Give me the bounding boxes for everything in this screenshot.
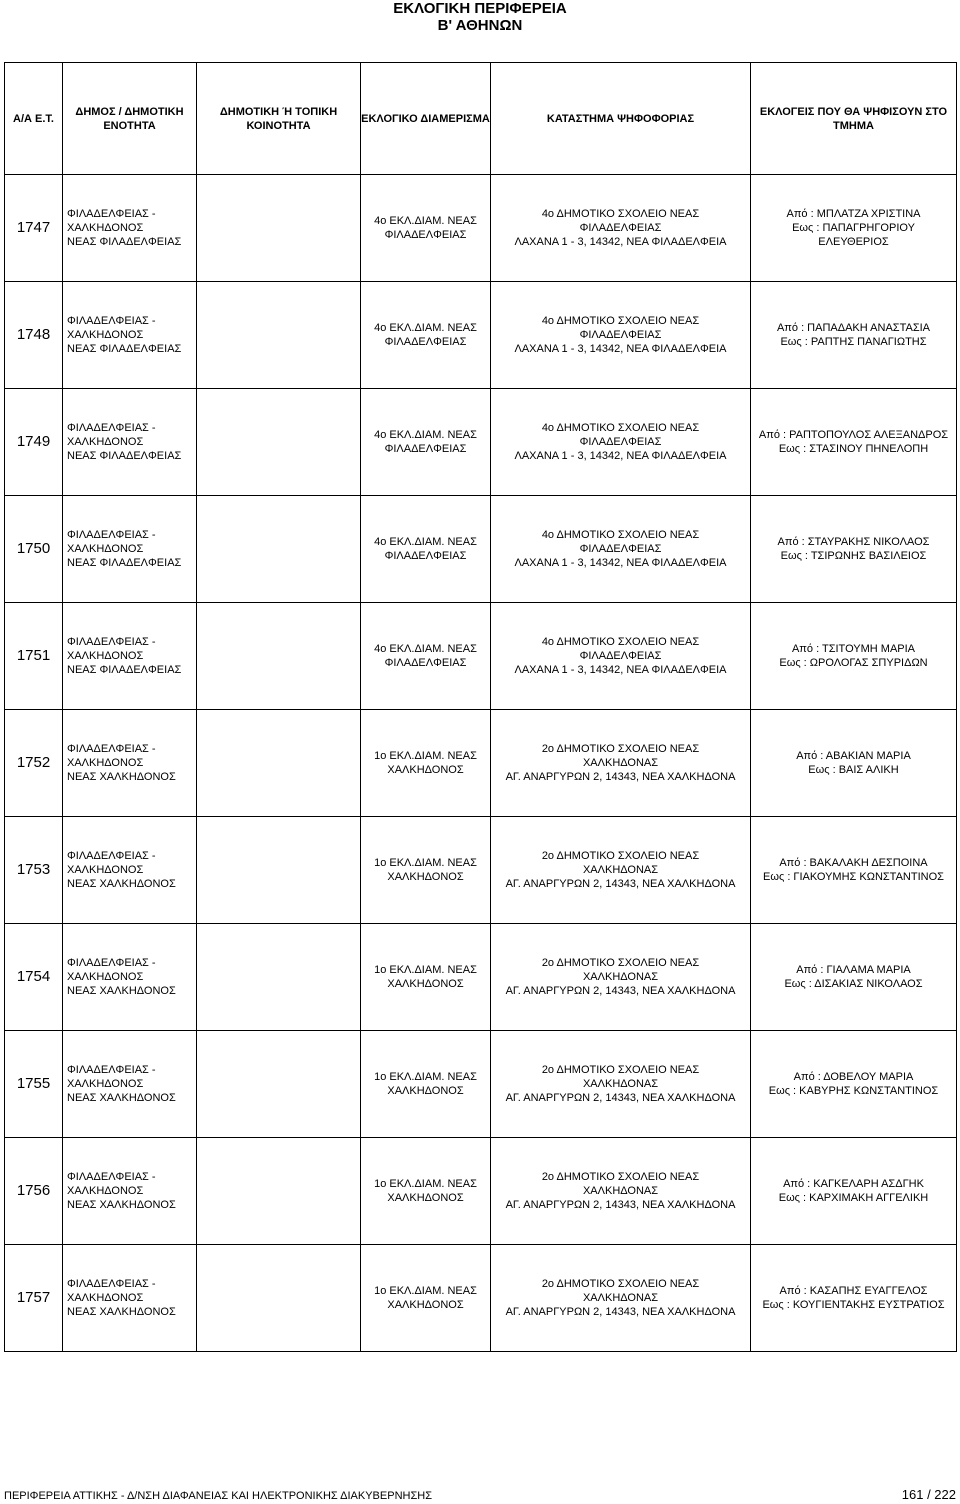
column-header-station: ΚΑΤΑΣΤΗΜΑ ΨΗΦΟΦΟΡΙΑΣ bbox=[491, 63, 751, 175]
district-cell-line: 4ο ΕΚΛ.ΔΙΑΜ. ΝΕΑΣ bbox=[374, 536, 477, 548]
station-cell-line: 4ο ΔΗΜΟΤΙΚΟ ΣΧΟΛΕΙΟ ΝΕΑΣ bbox=[541, 422, 700, 434]
municipality-cell-line: ΝΕΑΣ ΦΙΛΑΔΕΛΦΕΙΑΣ bbox=[67, 450, 182, 462]
municipality-cell-line: ΦΙΛΑΔΕΛΦΕΙΑΣ - bbox=[67, 315, 156, 327]
station-cell bbox=[491, 924, 751, 1031]
community-cell bbox=[197, 1245, 361, 1352]
community-cell bbox=[197, 924, 361, 1031]
station-cell-line: ΑΓ. ΑΝΑΡΓΥΡΩΝ 2, 14343, ΝΕΑ ΧΑΛΚΗΔΟΝΑ bbox=[505, 771, 736, 783]
station-cell-line: ΧΑΛΚΗΔΟΝΑΣ bbox=[582, 757, 659, 769]
voters-cell bbox=[751, 1031, 957, 1138]
municipality-cell-line: ΧΑΛΚΗΔΟΝΟΣ bbox=[67, 436, 144, 448]
municipality-cell-line: ΦΙΛΑΔΕΛΦΕΙΑΣ - bbox=[67, 957, 156, 969]
municipality-cell bbox=[63, 603, 197, 710]
voters-cell-line: Από : ΔΟΒΕΛΟΥ ΜΑΡΙΑ bbox=[793, 1071, 914, 1083]
community-cell bbox=[197, 282, 361, 389]
community-cell bbox=[197, 1031, 361, 1138]
district-cell-line: 4ο ΕΚΛ.ΔΙΑΜ. ΝΕΑΣ bbox=[374, 643, 477, 655]
district-cell-line: 1ο ΕΚΛ.ΔΙΑΜ. ΝΕΑΣ bbox=[374, 857, 477, 869]
station-id: 1748 bbox=[5, 282, 63, 389]
station-cell-line: 4ο ΔΗΜΟΤΙΚΟ ΣΧΟΛΕΙΟ ΝΕΑΣ bbox=[541, 636, 700, 648]
voters-cell-line: Εως : ΒΑΙΣ ΑΛΙΚΗ bbox=[808, 764, 899, 776]
station-cell bbox=[491, 817, 751, 924]
voters-cell-line: Από : ΡΑΠΤΟΠΟΥΛΟΣ ΑΛΕΞΑΝΔΡΟΣ bbox=[758, 429, 949, 441]
municipality-cell-line: ΝΕΑΣ ΧΑΛΚΗΔΟΝΟΣ bbox=[67, 1306, 176, 1318]
station-cell bbox=[491, 496, 751, 603]
station-cell bbox=[491, 710, 751, 817]
district-cell-line: ΧΑΛΚΗΔΟΝΟΣ bbox=[387, 764, 464, 776]
municipality-cell-line: ΧΑΛΚΗΔΟΝΟΣ bbox=[67, 1185, 144, 1197]
voters-cell-line: Από : ΣΤΑΥΡΑΚΗΣ ΝΙΚΟΛΑΟΣ bbox=[777, 536, 930, 548]
voters-cell-line: Εως : ΓΙΑΚΟΥΜΗΣ ΚΩΝΣΤΑΝΤΙΝΟΣ bbox=[763, 871, 944, 883]
station-cell-line: 4ο ΔΗΜΟΤΙΚΟ ΣΧΟΛΕΙΟ ΝΕΑΣ bbox=[541, 315, 700, 327]
municipality-cell-line: ΦΙΛΑΔΕΛΦΕΙΑΣ - bbox=[67, 208, 156, 220]
voters-cell-line: Εως : ΡΑΠΤΗΣ ΠΑΝΑΓΙΩΤΗΣ bbox=[780, 336, 927, 348]
district-cell-line: 1ο ΕΚΛ.ΔΙΑΜ. ΝΕΑΣ bbox=[374, 1178, 477, 1190]
municipality-cell-line: ΝΕΑΣ ΧΑΛΚΗΔΟΝΟΣ bbox=[67, 878, 176, 890]
station-cell-line: ΛΑΧΑΝΑ 1 - 3, 14342, ΝΕΑ ΦΙΛΑΔΕΛΦΕΙΑ bbox=[514, 450, 727, 462]
station-cell-line: ΑΓ. ΑΝΑΡΓΥΡΩΝ 2, 14343, ΝΕΑ ΧΑΛΚΗΔΟΝΑ bbox=[505, 985, 736, 997]
municipality-cell bbox=[63, 1245, 197, 1352]
community-cell bbox=[197, 1138, 361, 1245]
table-row bbox=[5, 389, 957, 496]
station-cell-line: ΦΙΛΑΔΕΛΦΕΙΑΣ bbox=[579, 222, 662, 234]
station-id: 1750 bbox=[5, 496, 63, 603]
district-cell-line: ΧΑΛΚΗΔΟΝΟΣ bbox=[387, 1299, 464, 1311]
voters-cell-line: Εως : ΚΑΡΧΙΜΑΚΗ ΑΓΓΕΛΙΚΗ bbox=[778, 1192, 929, 1204]
station-id: 1756 bbox=[5, 1138, 63, 1245]
table-row bbox=[5, 1031, 957, 1138]
station-cell bbox=[491, 1245, 751, 1352]
station-cell-line: 2ο ΔΗΜΟΤΙΚΟ ΣΧΟΛΕΙΟ ΝΕΑΣ bbox=[541, 743, 700, 755]
station-cell-line: ΧΑΛΚΗΔΟΝΑΣ bbox=[582, 864, 659, 876]
table-row bbox=[5, 496, 957, 603]
voters-cell bbox=[751, 924, 957, 1031]
station-cell-line: ΦΙΛΑΔΕΛΦΕΙΑΣ bbox=[579, 436, 662, 448]
municipality-cell bbox=[63, 175, 197, 282]
voters-cell-line: Εως : ΔΙΣΑΚΙΑΣ ΝΙΚΟΛΑΟΣ bbox=[784, 978, 923, 990]
municipality-cell-line: ΦΙΛΑΔΕΛΦΕΙΑΣ - bbox=[67, 422, 156, 434]
voters-cell-line: Εως : ΚΟΥΓΙΕΝΤΑΚΗΣ ΕΥΣΤΡΑΤΙΟΣ bbox=[762, 1299, 945, 1311]
voters-cell-line: Από : ΚΑΓΚΕΛΑΡΗ ΑΣΔΓΗΚ bbox=[783, 1178, 924, 1190]
community-cell bbox=[197, 710, 361, 817]
district-cell bbox=[361, 282, 491, 389]
municipality-cell-line: ΝΕΑΣ ΧΑΛΚΗΔΟΝΟΣ bbox=[67, 771, 176, 783]
column-header-district: ΕΚΛΟΓΙΚΟ ΔΙΑΜΕΡΙΣΜΑ bbox=[361, 63, 491, 175]
district-cell-line: 4ο ΕΚΛ.ΔΙΑΜ. ΝΕΑΣ bbox=[374, 429, 477, 441]
district-cell-line: 4ο ΕΚΛ.ΔΙΑΜ. ΝΕΑΣ bbox=[374, 322, 477, 334]
station-cell-line: 2ο ΔΗΜΟΤΙΚΟ ΣΧΟΛΕΙΟ ΝΕΑΣ bbox=[541, 1064, 700, 1076]
district-cell-line: ΦΙΛΑΔΕΛΦΕΙΑΣ bbox=[384, 657, 467, 669]
district-cell bbox=[361, 817, 491, 924]
station-cell-line: 2ο ΔΗΜΟΤΙΚΟ ΣΧΟΛΕΙΟ ΝΕΑΣ bbox=[541, 1171, 700, 1183]
municipality-cell-line: ΦΙΛΑΔΕΛΦΕΙΑΣ - bbox=[67, 1171, 156, 1183]
table-row bbox=[5, 1245, 957, 1352]
station-cell-line: 4ο ΔΗΜΟΤΙΚΟ ΣΧΟΛΕΙΟ ΝΕΑΣ bbox=[541, 529, 700, 541]
voters-cell bbox=[751, 389, 957, 496]
column-header-municipality: ΔΗΜΟΣ / ΔΗΜΟΤΙΚΗ ΕΝΟΤΗΤΑ bbox=[63, 63, 197, 175]
voters-cell-line: Από : ΒΑΚΑΛΑΚΗ ΔΕΣΠΟΙΝΑ bbox=[779, 857, 928, 869]
district-cell-line: 1ο ΕΚΛ.ΔΙΑΜ. ΝΕΑΣ bbox=[374, 1071, 477, 1083]
table-row bbox=[5, 817, 957, 924]
station-cell-line: ΦΙΛΑΔΕΛΦΕΙΑΣ bbox=[579, 329, 662, 341]
station-id: 1747 bbox=[5, 175, 63, 282]
community-cell bbox=[197, 496, 361, 603]
municipality-cell-line: ΝΕΑΣ ΧΑΛΚΗΔΟΝΟΣ bbox=[67, 1092, 176, 1104]
municipality-cell-line: ΧΑΛΚΗΔΟΝΟΣ bbox=[67, 971, 144, 983]
district-cell bbox=[361, 389, 491, 496]
page-title: ΕΚΛΟΓΙΚΗ ΠΕΡΙΦΕΡΕΙΑ bbox=[393, 0, 567, 17]
district-cell-line: ΦΙΛΑΔΕΛΦΕΙΑΣ bbox=[384, 443, 467, 455]
voters-cell-line: Από : ΑΒΑΚΙΑΝ ΜΑΡΙΑ bbox=[796, 750, 911, 762]
station-id: 1752 bbox=[5, 710, 63, 817]
municipality-cell-line: ΦΙΛΑΔΕΛΦΕΙΑΣ - bbox=[67, 743, 156, 755]
municipality-cell bbox=[63, 1138, 197, 1245]
municipality-cell-line: ΧΑΛΚΗΔΟΝΟΣ bbox=[67, 1078, 144, 1090]
municipality-cell-line: ΧΑΛΚΗΔΟΝΟΣ bbox=[67, 650, 144, 662]
municipality-cell bbox=[63, 1031, 197, 1138]
page-subtitle: Β' ΑΘΗΝΩΝ bbox=[437, 17, 523, 34]
district-cell bbox=[361, 710, 491, 817]
voters-cell bbox=[751, 603, 957, 710]
municipality-cell-line: ΦΙΛΑΔΕΛΦΕΙΑΣ - bbox=[67, 850, 156, 862]
municipality-cell-line: ΧΑΛΚΗΔΟΝΟΣ bbox=[67, 222, 144, 234]
station-id: 1751 bbox=[5, 603, 63, 710]
district-cell-line: ΦΙΛΑΔΕΛΦΕΙΑΣ bbox=[384, 229, 467, 241]
municipality-cell-line: ΦΙΛΑΔΕΛΦΕΙΑΣ - bbox=[67, 1278, 156, 1290]
municipality-cell-line: ΝΕΑΣ ΦΙΛΑΔΕΛΦΕΙΑΣ bbox=[67, 343, 182, 355]
district-cell bbox=[361, 1138, 491, 1245]
municipality-cell-line: ΝΕΑΣ ΧΑΛΚΗΔΟΝΟΣ bbox=[67, 1199, 176, 1211]
station-cell-line: ΧΑΛΚΗΔΟΝΑΣ bbox=[582, 1078, 659, 1090]
voters-cell-line: Από : ΚΑΣΑΠΗΣ ΕΥΑΓΓΕΛΟΣ bbox=[779, 1285, 928, 1297]
municipality-cell bbox=[63, 496, 197, 603]
station-cell bbox=[491, 603, 751, 710]
district-cell bbox=[361, 1031, 491, 1138]
station-cell-line: 2ο ΔΗΜΟΤΙΚΟ ΣΧΟΛΕΙΟ ΝΕΑΣ bbox=[541, 850, 700, 862]
district-cell-line: ΦΙΛΑΔΕΛΦΕΙΑΣ bbox=[384, 336, 467, 348]
station-id: 1755 bbox=[5, 1031, 63, 1138]
district-cell-line: ΧΑΛΚΗΔΟΝΟΣ bbox=[387, 1085, 464, 1097]
municipality-cell bbox=[63, 282, 197, 389]
municipality-cell-line: ΧΑΛΚΗΔΟΝΟΣ bbox=[67, 1292, 144, 1304]
station-cell-line: ΦΙΛΑΔΕΛΦΕΙΑΣ bbox=[579, 650, 662, 662]
station-cell-line: ΑΓ. ΑΝΑΡΓΥΡΩΝ 2, 14343, ΝΕΑ ΧΑΛΚΗΔΟΝΑ bbox=[505, 1306, 736, 1318]
community-cell bbox=[197, 175, 361, 282]
municipality-cell-line: ΧΑΛΚΗΔΟΝΟΣ bbox=[67, 757, 144, 769]
municipality-cell-line: ΦΙΛΑΔΕΛΦΕΙΑΣ - bbox=[67, 1064, 156, 1076]
district-cell-line: ΧΑΛΚΗΔΟΝΟΣ bbox=[387, 871, 464, 883]
district-cell-line: 1ο ΕΚΛ.ΔΙΑΜ. ΝΕΑΣ bbox=[374, 964, 477, 976]
table-header-row bbox=[5, 63, 957, 175]
municipality-cell-line: ΧΑΛΚΗΔΟΝΟΣ bbox=[67, 543, 144, 555]
voters-cell-line: Από : ΠΑΠΑΔΑΚΗ ΑΝΑΣΤΑΣΙΑ bbox=[776, 322, 931, 334]
station-cell-line: ΑΓ. ΑΝΑΡΓΥΡΩΝ 2, 14343, ΝΕΑ ΧΑΛΚΗΔΟΝΑ bbox=[505, 1199, 736, 1211]
station-id: 1753 bbox=[5, 817, 63, 924]
municipality-cell-line: ΝΕΑΣ ΦΙΛΑΔΕΛΦΕΙΑΣ bbox=[67, 664, 182, 676]
station-cell bbox=[491, 175, 751, 282]
community-cell bbox=[197, 389, 361, 496]
voters-cell-line: Εως : ΠΑΠΑΓΡΗΓΟΡΙΟΥ bbox=[792, 222, 915, 234]
table-row bbox=[5, 603, 957, 710]
voters-cell bbox=[751, 1138, 957, 1245]
community-cell bbox=[197, 817, 361, 924]
table-row bbox=[5, 282, 957, 389]
municipality-cell bbox=[63, 924, 197, 1031]
station-cell-line: ΛΑΧΑΝΑ 1 - 3, 14342, ΝΕΑ ΦΙΛΑΔΕΛΦΕΙΑ bbox=[514, 664, 727, 676]
station-cell-line: 2ο ΔΗΜΟΤΙΚΟ ΣΧΟΛΕΙΟ ΝΕΑΣ bbox=[541, 957, 700, 969]
community-cell bbox=[197, 603, 361, 710]
station-cell-line: 4ο ΔΗΜΟΤΙΚΟ ΣΧΟΛΕΙΟ ΝΕΑΣ bbox=[541, 208, 700, 220]
polling-stations-table bbox=[4, 62, 957, 1352]
station-cell bbox=[491, 282, 751, 389]
station-cell-line: ΛΑΧΑΝΑ 1 - 3, 14342, ΝΕΑ ΦΙΛΑΔΕΛΦΕΙΑ bbox=[514, 343, 727, 355]
municipality-cell-line: ΧΑΛΚΗΔΟΝΟΣ bbox=[67, 864, 144, 876]
table-row bbox=[5, 710, 957, 817]
page-number: 161 / 222 bbox=[901, 1487, 956, 1502]
column-header-id: Α/Α Ε.Τ. bbox=[5, 63, 63, 175]
station-cell-line: ΦΙΛΑΔΕΛΦΕΙΑΣ bbox=[579, 543, 662, 555]
municipality-cell-line: ΦΙΛΑΔΕΛΦΕΙΑΣ - bbox=[67, 636, 156, 648]
voters-cell-line: Εως : ΤΣΙΡΩΝΗΣ ΒΑΣΙΛΕΙΟΣ bbox=[780, 550, 927, 562]
municipality-cell-line: ΦΙΛΑΔΕΛΦΕΙΑΣ - bbox=[67, 529, 156, 541]
municipality-cell bbox=[63, 389, 197, 496]
municipality-cell-line: ΝΕΑΣ ΦΙΛΑΔΕΛΦΕΙΑΣ bbox=[67, 557, 182, 569]
table-row bbox=[5, 175, 957, 282]
district-cell bbox=[361, 603, 491, 710]
district-cell bbox=[361, 1245, 491, 1352]
station-cell-line: ΧΑΛΚΗΔΟΝΑΣ bbox=[582, 1185, 659, 1197]
station-cell-line: 2ο ΔΗΜΟΤΙΚΟ ΣΧΟΛΕΙΟ ΝΕΑΣ bbox=[541, 1278, 700, 1290]
voters-cell-line: Από : ΜΠΛΑΤΖΑ ΧΡΙΣΤΙΝΑ bbox=[786, 208, 921, 220]
municipality-cell-line: ΝΕΑΣ ΦΙΛΑΔΕΛΦΕΙΑΣ bbox=[67, 236, 182, 248]
voters-cell bbox=[751, 1245, 957, 1352]
voters-cell-line: Εως : ΩΡΟΛΟΓΑΣ ΣΠΥΡΙΔΩΝ bbox=[779, 657, 928, 669]
district-cell-line: ΦΙΛΑΔΕΛΦΕΙΑΣ bbox=[384, 550, 467, 562]
table-row bbox=[5, 1138, 957, 1245]
station-cell bbox=[491, 389, 751, 496]
station-id: 1754 bbox=[5, 924, 63, 1031]
station-cell-line: ΧΑΛΚΗΔΟΝΑΣ bbox=[582, 1292, 659, 1304]
voters-cell-line: Από : ΤΣΙΤΟΥΜΗ ΜΑΡΙΑ bbox=[791, 643, 916, 655]
station-cell bbox=[491, 1138, 751, 1245]
district-cell bbox=[361, 924, 491, 1031]
municipality-cell bbox=[63, 817, 197, 924]
station-cell-line: ΛΑΧΑΝΑ 1 - 3, 14342, ΝΕΑ ΦΙΛΑΔΕΛΦΕΙΑ bbox=[514, 557, 727, 569]
voters-cell bbox=[751, 817, 957, 924]
district-cell-line: ΧΑΛΚΗΔΟΝΟΣ bbox=[387, 978, 464, 990]
voters-cell-line: Από : ΓΙΑΛΑΜΑ ΜΑΡΙΑ bbox=[796, 964, 911, 976]
station-id: 1749 bbox=[5, 389, 63, 496]
footer-organization: ΠΕΡΙΦΕΡΕΙΑ ΑΤΤΙΚΗΣ - Δ/ΝΣΗ ΔΙΑΦΑΝΕΙΑΣ ΚΑΙ ΗΛΕΚΤΡΟΝΙΚΗΣ ΔΙΑΚΥΒΕΡΝΗΣΗΣ bbox=[4, 1490, 433, 1502]
municipality-cell-line: ΝΕΑΣ ΧΑΛΚΗΔΟΝΟΣ bbox=[67, 985, 176, 997]
voters-cell bbox=[751, 496, 957, 603]
district-cell bbox=[361, 175, 491, 282]
district-cell-line: 1ο ΕΚΛ.ΔΙΑΜ. ΝΕΑΣ bbox=[374, 1285, 477, 1297]
district-cell-line: 1ο ΕΚΛ.ΔΙΑΜ. ΝΕΑΣ bbox=[374, 750, 477, 762]
column-header-voters: ΕΚΛΟΓΕΙΣ ΠΟΥ ΘΑ ΨΗΦΙΣΟΥΝ ΣΤΟ ΤΜΗΜΑ bbox=[751, 63, 957, 175]
district-cell bbox=[361, 496, 491, 603]
station-cell-line: ΑΓ. ΑΝΑΡΓΥΡΩΝ 2, 14343, ΝΕΑ ΧΑΛΚΗΔΟΝΑ bbox=[505, 878, 736, 890]
voters-cell-line: ΕΛΕΥΘΕΡΙΟΣ bbox=[818, 236, 889, 248]
column-header-community: ΔΗΜΟΤΙΚΗ Ή ΤΟΠΙΚΗ ΚΟΙΝΟΤΗΤΑ bbox=[197, 63, 361, 175]
municipality-cell bbox=[63, 710, 197, 817]
voters-cell-line: Εως : ΚΑΒΥΡΗΣ ΚΩΝΣΤΑΝΤΙΝΟΣ bbox=[768, 1085, 939, 1097]
station-id: 1757 bbox=[5, 1245, 63, 1352]
district-cell-line: 4ο ΕΚΛ.ΔΙΑΜ. ΝΕΑΣ bbox=[374, 215, 477, 227]
table-row bbox=[5, 924, 957, 1031]
station-cell-line: ΑΓ. ΑΝΑΡΓΥΡΩΝ 2, 14343, ΝΕΑ ΧΑΛΚΗΔΟΝΑ bbox=[505, 1092, 736, 1104]
municipality-cell-line: ΧΑΛΚΗΔΟΝΟΣ bbox=[67, 329, 144, 341]
voters-cell bbox=[751, 175, 957, 282]
voters-cell-line: Εως : ΣΤΑΣΙΝΟΥ ΠΗΝΕΛΟΠΗ bbox=[778, 443, 929, 455]
voters-cell bbox=[751, 282, 957, 389]
district-cell-line: ΧΑΛΚΗΔΟΝΟΣ bbox=[387, 1192, 464, 1204]
station-cell-line: ΧΑΛΚΗΔΟΝΑΣ bbox=[582, 971, 659, 983]
station-cell-line: ΛΑΧΑΝΑ 1 - 3, 14342, ΝΕΑ ΦΙΛΑΔΕΛΦΕΙΑ bbox=[514, 236, 727, 248]
voters-cell bbox=[751, 710, 957, 817]
station-cell bbox=[491, 1031, 751, 1138]
